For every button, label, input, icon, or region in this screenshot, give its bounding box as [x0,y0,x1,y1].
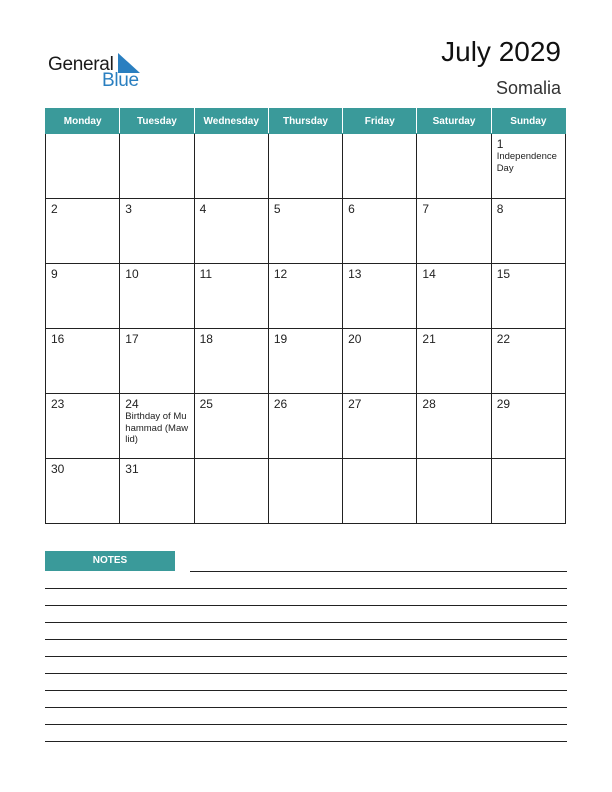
calendar-day-cell[interactable] [120,394,194,459]
holiday-event: Independence Day [496,151,557,174]
calendar-day-cell[interactable] [343,394,417,459]
calendar-day-cell[interactable] [194,264,268,329]
day-number: 14 [422,267,436,281]
calendar-day-cell[interactable] [343,199,417,264]
calendar-day-cell[interactable] [417,394,491,459]
weekday-header: Tuesday [120,109,194,134]
day-number: 21 [422,332,436,346]
day-number: 25 [199,397,213,411]
day-number: 10 [125,267,139,281]
day-number: 7 [422,202,430,216]
calendar-week-row [46,394,566,459]
calendar-title: July 2029 [441,36,561,67]
calendar-day-cell[interactable] [194,459,268,524]
calendar-week-row [46,459,566,524]
weekday-header: Friday [343,109,417,134]
calendar-day-cell[interactable] [46,329,120,394]
calendar-day-cell[interactable] [491,264,565,329]
calendar-day-cell[interactable] [46,264,120,329]
calendar-week-row [46,264,566,329]
calendar-day-cell[interactable] [120,199,194,264]
calendar-day-cell[interactable] [194,134,268,199]
day-number: 9 [51,267,58,281]
note-line [45,656,567,657]
note-line [45,639,567,640]
day-number: 11 [199,267,213,281]
note-line [45,707,567,708]
calendar-day-cell[interactable] [46,134,120,199]
calendar-day-cell[interactable] [417,199,491,264]
day-number: 1 [496,137,504,151]
day-number: 23 [51,397,65,411]
calendar-day-cell[interactable] [194,199,268,264]
day-number: 18 [199,332,213,346]
weekday-header: Thursday [268,109,342,134]
day-number: 4 [199,202,207,216]
note-line [45,622,567,623]
day-number: 16 [51,332,65,346]
calendar-day-cell[interactable] [343,329,417,394]
weekday-header-row [46,109,566,134]
day-number: 3 [125,202,132,216]
calendar-day-cell[interactable] [268,459,342,524]
day-number: 19 [273,332,288,346]
general-blue-logo [48,52,148,92]
calendar-day-cell[interactable] [268,199,342,264]
day-number: 27 [348,397,362,411]
calendar-day-cell[interactable] [120,134,194,199]
day-number: 17 [125,332,139,346]
notes-header: NOTES [45,551,175,571]
calendar-day-cell[interactable] [120,329,194,394]
calendar-day-cell[interactable] [46,199,120,264]
day-number: 31 [125,462,139,476]
calendar-day-cell[interactable] [491,394,565,459]
day-number: 28 [422,397,436,411]
day-number: 22 [496,332,511,346]
calendar-day-cell[interactable] [343,134,417,199]
calendar-day-cell[interactable] [46,459,120,524]
day-number: 26 [273,397,288,411]
note-line [190,571,567,572]
day-number: 8 [496,202,504,216]
calendar-day-cell[interactable] [343,459,417,524]
calendar-day-cell[interactable] [417,134,491,199]
calendar-day-cell[interactable] [491,134,565,199]
day-number: 5 [273,202,281,216]
holiday-event: Birthday of Muhammad (Mawlid) [125,411,189,445]
calendar-day-cell[interactable] [120,264,194,329]
calendar-day-cell[interactable] [417,329,491,394]
weekday-header: Monday [46,109,120,134]
calendar-day-cell[interactable] [417,264,491,329]
calendar-day-cell[interactable] [268,329,342,394]
calendar-day-cell[interactable] [46,394,120,459]
calendar-day-cell[interactable] [268,134,342,199]
calendar-day-cell[interactable] [491,329,565,394]
calendar-day-cell[interactable] [268,264,342,329]
day-number: 15 [496,267,511,281]
calendar-day-cell[interactable] [491,199,565,264]
calendar-week-row [46,199,566,264]
calendar-day-cell[interactable] [194,329,268,394]
note-line [45,588,567,589]
calendar-day-cell[interactable] [417,459,491,524]
note-line [45,741,567,742]
calendar-country: Somalia [495,78,561,98]
note-line [45,673,567,674]
weekday-header: Wednesday [194,109,268,134]
day-number: 6 [348,202,355,216]
logo-word-general: General [48,54,114,75]
calendar-day-cell[interactable] [120,459,194,524]
calendar-day-cell[interactable] [268,394,342,459]
weekday-header: Saturday [417,109,491,134]
calendar-day-cell[interactable] [194,394,268,459]
calendar-day-cell[interactable] [343,264,417,329]
month-calendar-grid [45,108,566,524]
weekday-header: Sunday [491,109,565,134]
calendar-week-row [46,134,566,199]
day-number: 13 [348,267,362,281]
day-number: 20 [348,332,362,346]
day-number: 2 [51,202,58,216]
logo-word-blue: Blue [102,70,139,91]
calendar-day-cell[interactable] [491,459,565,524]
calendar-week-row [46,329,566,394]
day-number: 24 [125,397,139,411]
day-number: 29 [496,397,511,411]
note-line [45,605,567,606]
note-line [45,690,567,691]
day-number: 12 [273,267,288,281]
note-line [45,724,567,725]
day-number: 30 [51,462,65,476]
